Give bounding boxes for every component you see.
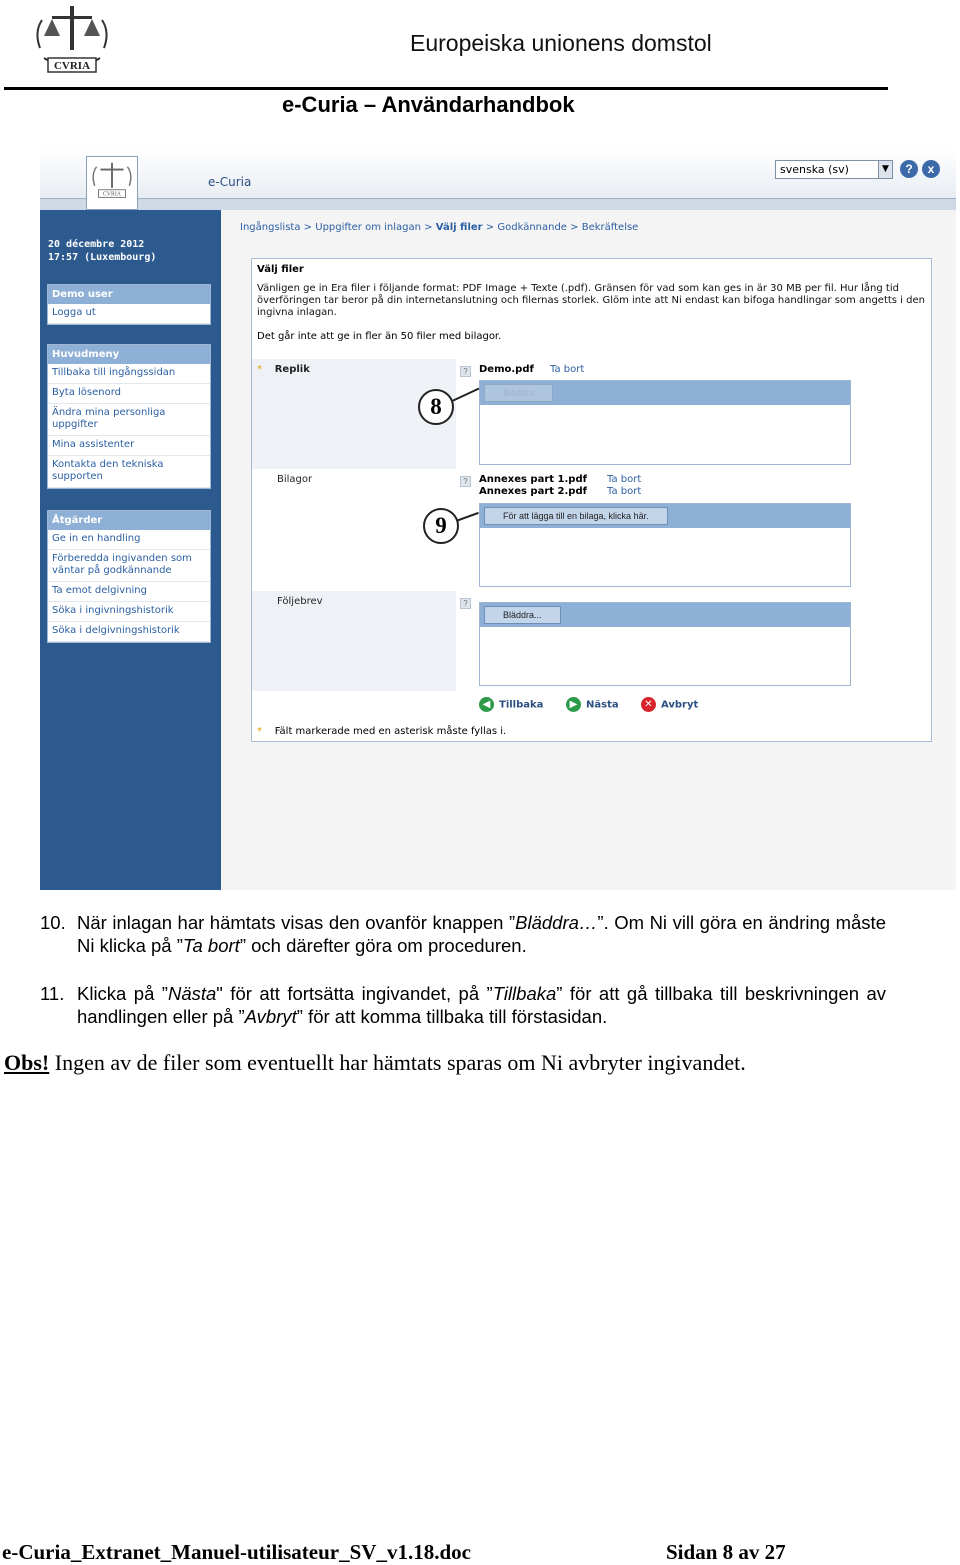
action-search-service-history[interactable]: Söka i delgivningshistorik — [48, 622, 210, 642]
text-run: ” för att gå tillbaka till beskrivningen av handlingen eller på ” — [77, 983, 886, 1027]
back-button[interactable] — [479, 697, 543, 712]
action-receive-service[interactable]: Ta emot delgivning — [48, 582, 210, 602]
breadcrumb-step[interactable]: Ingångslista — [240, 222, 301, 233]
menu-item-personal-data[interactable]: Ändra mina personliga uppgifter — [48, 404, 210, 436]
browse-button[interactable]: Bläddra — [484, 384, 553, 402]
app-header-rule — [40, 198, 956, 210]
annex-file: Annexes part 1.pdf — [479, 474, 587, 485]
replik-file: Demo.pdf — [479, 364, 534, 375]
replik-remove-link[interactable]: Ta bort — [550, 364, 585, 375]
next-button[interactable] — [566, 697, 619, 712]
foljebrev-upload-box — [479, 602, 851, 686]
court-name: Europeiska unionens domstol — [410, 30, 712, 56]
user-box — [47, 284, 211, 325]
help-icon[interactable]: ? — [900, 160, 918, 178]
callout-9: 9 — [423, 508, 459, 544]
action-search-filing-history[interactable]: Söka i ingivningshistorik — [48, 602, 210, 622]
ecuria-screenshot — [40, 148, 956, 890]
main-menu-title: Huvudmeny — [48, 345, 210, 364]
user-box-title: Demo user — [48, 285, 210, 304]
breadcrumb-separator: > — [485, 222, 495, 233]
arrow-left-icon: ◀ — [479, 697, 494, 712]
main-menu — [47, 344, 211, 489]
annex-remove-link[interactable]: Ta bort — [607, 486, 642, 497]
breadcrumb-separator: > — [303, 222, 313, 233]
upload-bar — [480, 381, 850, 405]
text-run: Klicka på ” — [77, 983, 168, 1004]
arrow-right-icon: ▶ — [566, 697, 581, 712]
upload-bar — [480, 504, 850, 528]
menu-item-assistants[interactable]: Mina assistenter — [48, 436, 210, 456]
panel-title: Välj filer — [257, 264, 304, 275]
help-icon[interactable]: ? — [460, 598, 471, 609]
close-icon[interactable]: x — [922, 160, 940, 178]
instruction-item-11 — [40, 982, 886, 1028]
text-run: ” och därefter göra om proceduren. — [239, 935, 527, 956]
item-number: 10. — [40, 912, 66, 933]
required-note — [257, 726, 506, 737]
emphasis: Avbryt — [244, 1006, 297, 1027]
annex-file: Annexes part 2.pdf — [479, 486, 587, 497]
actions-menu — [47, 510, 211, 643]
action-pending-filings[interactable]: Förberedda ingivanden som väntar på godkännande — [48, 550, 210, 582]
item-number: 11. — [40, 983, 65, 1004]
actions-menu-title: Åtgärder — [48, 511, 210, 530]
upload-bar — [480, 603, 850, 627]
replik-label — [257, 364, 310, 375]
annex-remove-link[interactable]: Ta bort — [607, 474, 642, 485]
breadcrumb-step[interactable]: Uppgifter om inlagan — [315, 222, 421, 233]
panel-intro: Vänligen ge in Era filer i följande format: PDF Image + Texte (.pdf). Gränsen för vad som kan ges in är 30 MB per fil. Hur lång tid överföringen tar beror på din internetanslutning och filernas storlek. Glöm inte att Ni endast kan bifoga handlingar som angetts i den ingivna inlagan. — [257, 283, 925, 318]
footer-filename: e-Curia_Extranet_Manuel-utilisateur_SV_v1.18.doc — [2, 1540, 471, 1564]
footer-page-number: Sidan 8 av 27 — [666, 1540, 786, 1564]
bilagor-upload-box — [479, 503, 851, 587]
menu-item-change-password[interactable]: Byta lösenord — [48, 384, 210, 404]
breadcrumb-separator: > — [424, 222, 433, 233]
browse-button[interactable]: Bläddra... — [484, 606, 561, 624]
next-label: Nästa — [586, 699, 619, 711]
breadcrumb-separator: > — [570, 222, 579, 233]
sidebar-time: 17:57 (Luxembourg) — [48, 252, 157, 263]
obs-label: Obs! — [4, 1050, 50, 1075]
text-run: När inlagan har hämtats visas den ovanför knappen ” — [77, 912, 516, 933]
app-logo — [86, 156, 138, 210]
emphasis: Bläddra… — [515, 912, 598, 933]
instruction-item-10 — [40, 911, 886, 957]
text-run: ”. Om Ni vill göra en ändring måste Ni klicka på ” — [77, 912, 886, 956]
select-files-panel — [251, 258, 932, 742]
svg-text:CVRIA: CVRIA — [103, 191, 121, 198]
back-label: Tillbaka — [499, 699, 544, 711]
required-star: * — [257, 364, 262, 375]
action-file-document[interactable]: Ge in en handling — [48, 530, 210, 550]
bilagor-label: Bilagor — [277, 474, 313, 485]
emphasis: Ta bort — [182, 935, 240, 956]
callout-8: 8 — [418, 389, 454, 425]
app-name: e-Curia — [208, 175, 252, 189]
document-title: e-Curia – Användarhandbok — [282, 92, 575, 117]
item-text — [77, 982, 886, 1028]
help-icon[interactable]: ? — [460, 366, 471, 377]
item-text — [77, 911, 886, 957]
breadcrumb-step: Bekräftelse — [581, 222, 639, 233]
obs-text: Ingen av de filer som eventuellt har hämtats sparas om Ni avbryter ingivandet. — [49, 1050, 746, 1075]
sidebar — [40, 210, 221, 890]
menu-item-home[interactable]: Tillbaka till ingångssidan — [48, 364, 210, 384]
replik-upload-box — [479, 380, 851, 465]
obs-note — [4, 1050, 746, 1076]
language-select-value: svenska (sv) — [780, 163, 849, 176]
panel-limit-note: Det går inte att ge in fler än 50 filer med bilagor. — [257, 331, 502, 342]
text-run: " för att fortsätta ingivandet, på ” — [216, 983, 493, 1004]
add-annex-button[interactable]: För att lägga till en bilaga, klicka här. — [484, 507, 668, 525]
svg-text:CVRIA: CVRIA — [53, 60, 91, 72]
emphasis: Nästa — [167, 983, 217, 1004]
chevron-down-icon[interactable]: ▼ — [878, 161, 892, 178]
required-note-text: Fält markerade med en asterisk måste fyllas i. — [274, 726, 507, 737]
breadcrumb-step: Godkännande — [497, 222, 567, 233]
menu-item-support[interactable]: Kontakta den tekniska supporten — [48, 456, 210, 488]
cvria-logo — [30, 2, 114, 86]
header-rule — [4, 87, 888, 90]
cancel-icon: ✕ — [641, 697, 656, 712]
cancel-label: Avbryt — [661, 699, 699, 711]
sidebar-date: 20 décembre 2012 — [48, 239, 145, 250]
logout-link[interactable]: Logga ut — [48, 304, 210, 324]
foljebrev-label: Följebrev — [277, 596, 323, 607]
breadcrumb-current: Välj filer — [435, 222, 483, 233]
language-select[interactable] — [775, 160, 893, 179]
cancel-button[interactable] — [641, 697, 698, 712]
emphasis: Tillbaka — [492, 983, 557, 1004]
sidebar-datetime — [48, 238, 156, 264]
breadcrumb — [240, 222, 638, 233]
text-run: ” för att komma tillbaka till förstasidan. — [296, 1006, 608, 1027]
replik-label-text: Replik — [274, 364, 310, 375]
help-icon[interactable]: ? — [460, 476, 471, 487]
required-star: * — [257, 726, 262, 737]
